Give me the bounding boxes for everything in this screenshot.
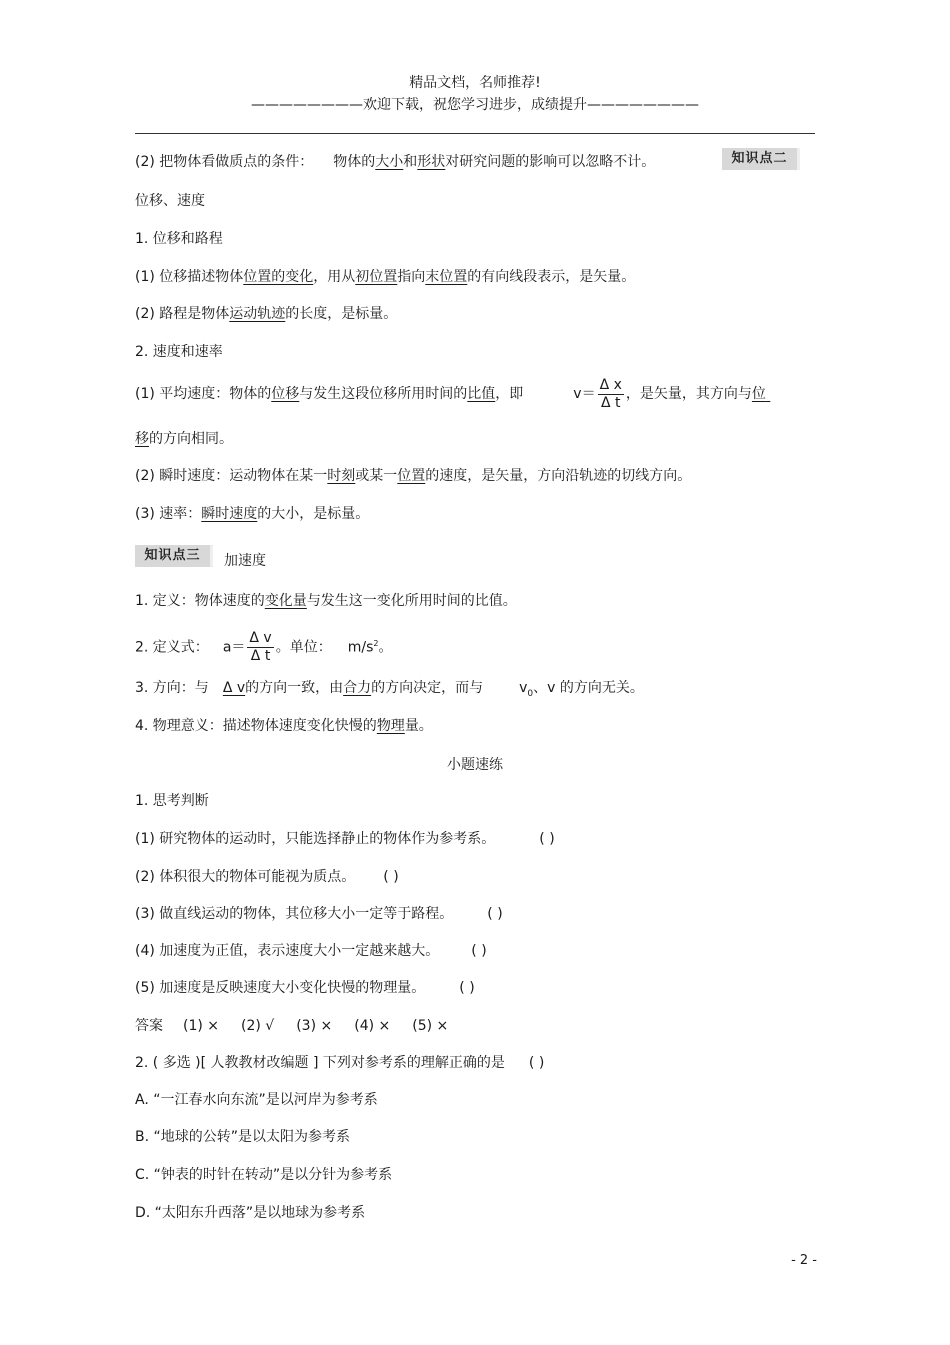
average-velocity-line: (1) 平均速度：物体的位移与发生这段位移所用时间的比值，即 v＝ $\frac{\text{Δ x}}{\text{Δ t}}$ ，是矢量，其方向与位 (135, 376, 766, 411)
q2-stem: 2. ( 多选 )[ 人教教材改编题 ] 下列对参考系的理解正确的是 ( ) (135, 1055, 545, 1071)
page-number: - 2 - (791, 1253, 817, 1268)
judgement-item: (3) 做直线运动的物体，其位移大小一定等于路程。 ( ) (135, 906, 503, 922)
option-b: B. “地球的公转”是以太阳为参考系 (135, 1129, 351, 1145)
knowledge-point-3-badge: 知识点三 (135, 545, 213, 567)
header-title: 精品文档，名师推荐! (409, 75, 541, 91)
exercise-title: 小题速练 (447, 757, 503, 773)
header-divider (135, 133, 815, 134)
subheading-displacement-path: 1. 位移和路程 (135, 231, 223, 247)
option-a: A. “一江春水向东流”是以河岸为参考系 (135, 1092, 378, 1108)
acceleration-meaning: 4. 物理意义：描述物体速度变化快慢的物理量。 (135, 718, 433, 734)
subheading-velocity: 2. 速度和速率 (135, 344, 223, 360)
displacement-definition: (1) 位移描述物体位置的变化，用从初位置指向末位置的有向线段表示，是矢量。 (135, 269, 636, 285)
acceleration-direction: 3. 方向：与 Δ v的方向一致，由合力的方向决定，而与 $v_0$、v 的方向无关。 (135, 680, 644, 699)
acceleration-formula-line: 2. 定义式： a＝ $\frac{\text{Δ v}}{\text{Δ t}}$ 。单位： $m/s^2$。 (135, 630, 393, 665)
answer-line: 答案 (1) × (2) √ (3) × (4) × (5) × (135, 1018, 449, 1034)
answer-blank: ( ) (383, 869, 399, 885)
acceleration-definition: 1. 定义：物体速度的变化量与发生这一变化所用时间的比值。 (135, 593, 517, 609)
judgement-item: (4) 加速度为正值，表示速度大小一定越来越大。 ( ) (135, 943, 487, 959)
option-c: C. “钟表的时针在转动”是以分针为参考系 (135, 1167, 393, 1183)
speed-line: (3) 速率：瞬时速度的大小，是标量。 (135, 506, 370, 522)
answer-blank: ( ) (487, 906, 503, 922)
section-heading-acceleration: 加速度 (224, 553, 266, 569)
average-velocity-line-cont: 移的方向相同。 (135, 431, 233, 447)
header-subtitle: ————————欢迎下载，祝您学习进步，成绩提升———————— (251, 97, 699, 113)
formula-lhs: v＝ (573, 386, 596, 402)
answer-blank: ( ) (471, 943, 487, 959)
answer-blank: ( ) (539, 831, 555, 847)
option-d: D. “太阳东升西落”是以地球为参考系 (135, 1205, 366, 1221)
path-definition: (2) 路程是物体运动轨迹的长度，是标量。 (135, 306, 398, 322)
answer-blank: ( ) (459, 980, 475, 996)
answer-blank: ( ) (528, 1055, 545, 1071)
section-heading-displacement: 位移、速度 (135, 193, 205, 209)
instantaneous-velocity-line: (2) 瞬时速度：运动物体在某一时刻或某一位置的速度，是矢量，方向沿轨迹的切线方向。 (135, 468, 692, 484)
velocity-fraction: $\frac{\text{Δ x}}{\text{Δ t}}$ (599, 376, 622, 411)
acceleration-fraction: $\frac{\text{Δ v}}{\text{Δ t}}$ (249, 630, 272, 665)
point-condition-line: (2) 把物体看做质点的条件： 物体的大小和形状对研究问题的影响可以忽略不计。 (135, 154, 656, 170)
knowledge-point-2-badge: 知识点二 (722, 148, 800, 170)
judgement-item: (1) 研究物体的运动时，只能选择静止的物体作为参考系。 ( ) (135, 831, 555, 847)
q1-heading: 1. 思考判断 (135, 793, 209, 809)
judgement-item: (5) 加速度是反映速度大小变化快慢的物理量。 ( ) (135, 980, 475, 996)
judgement-item: (2) 体积很大的物体可能视为质点。 ( ) (135, 869, 399, 885)
